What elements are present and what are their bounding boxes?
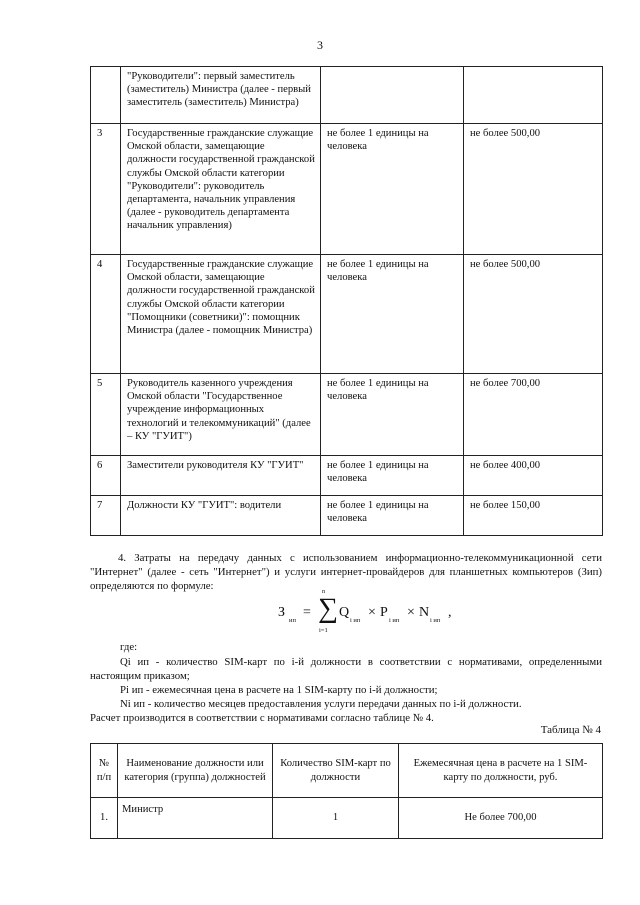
norm-cell: не более 1 единицы на человека (321, 255, 464, 374)
count-cell: 1 (273, 798, 399, 839)
position-cell: Руководитель казенного учреждения Омской области "Государственное учреждение информационных технологий и телекоммуникаций" (далее – КУ "ГУИТ") (121, 374, 321, 456)
formula-p-sub: i ип (389, 617, 400, 624)
formula-lhs-sub: ип (289, 617, 296, 624)
times-sign: × (407, 605, 415, 620)
formula-q: Q (339, 605, 350, 620)
row-number: 5 (91, 374, 121, 456)
formula-n-sub: i ип (430, 617, 441, 624)
header-number: № п/п (91, 744, 118, 798)
formula-equals: = (303, 605, 311, 620)
table-row (91, 374, 603, 456)
price-cell: не более 400,00 (464, 456, 603, 496)
header-price: Ежемесячная цена в расчете на 1 SIM-карту по должности, руб. (399, 744, 603, 798)
row-number (91, 67, 121, 124)
position-cell: Государственные гражданские служащие Омской области, замещающие должности государственной гражданской службы Омской области категории "Помощники (советники)": помощник Министра (далее - помощник Министра) (121, 255, 321, 374)
price-cell: не более 500,00 (464, 124, 603, 255)
norms-table (90, 66, 603, 536)
formula-p: P (380, 605, 388, 620)
calculation-note: Расчет производится в соответствии с нормативами согласно таблице № 4. (90, 712, 434, 724)
sum-upper-limit: n (322, 588, 326, 595)
row-number: 7 (91, 496, 121, 536)
formula-q-sub: i ип (350, 617, 361, 624)
section-4-paragraph: 4. Затраты на передачу данных с использованием информационно-телекоммуникационной сети "Интернет" (далее - сеть "Интернет") и услуги интернет-провайдеров для планшетных компьютеров (Зип) определяются по формуле: (90, 552, 602, 592)
table-row (91, 124, 603, 255)
table-header-row (91, 744, 603, 798)
norm-cell: не более 1 единицы на человека (321, 124, 464, 255)
table-row (91, 496, 603, 536)
price-cell: не более 500,00 (464, 255, 603, 374)
table-row (91, 798, 603, 839)
table-caption: Таблица № 4 (540, 724, 601, 736)
norm-cell: не более 1 единицы на человека (321, 456, 464, 496)
table-row (91, 255, 603, 374)
formula-n: N (419, 605, 430, 620)
sum-lower-limit: i=1 (319, 627, 328, 634)
price-cell: не более 700,00 (464, 374, 603, 456)
definition-n: Ni ип - количество месяцев предоставления услуги передачи данных по i-й должности. (120, 698, 522, 710)
price-cell: не более 150,00 (464, 496, 603, 536)
definition-p: Pi ип - ежемесячная цена в расчете на 1 SIM-карту по i-й должности; (120, 684, 438, 696)
position-cell: Государственные гражданские служащие Омской области, замещающие должности государственной гражданской службы Омской области категории "Руководители": руководитель департамента, начальник управления (далее - руководитель департамента начальник управления) (121, 124, 321, 255)
row-number: 3 (91, 124, 121, 255)
table-row (91, 456, 603, 496)
position-cell: Заместители руководителя КУ "ГУИТ" (121, 456, 321, 496)
sim-card-table (90, 743, 603, 839)
norm-cell (321, 67, 464, 124)
definition-q: Qi ип - количество SIM-карт по i-й должности в соответствии с нормативами, определенными настоящим приказом; (90, 656, 602, 682)
row-number: 1. (91, 798, 118, 839)
position-cell: Министр (118, 798, 273, 839)
price-cell: Не более 700,00 (399, 798, 603, 839)
where-label: где: (120, 641, 138, 653)
price-cell (464, 67, 603, 124)
row-number: 4 (91, 255, 121, 374)
table-row (91, 67, 603, 124)
position-cell: "Руководители": первый заместитель (заместитель) Министра (далее - первый заместитель (заместитель) Министра) (121, 67, 321, 124)
times-sign: × (368, 605, 376, 620)
formula-lhs: З (278, 605, 286, 620)
position-cell: Должности КУ "ГУИТ": водители (121, 496, 321, 536)
sum-sign-icon: ∑ (318, 593, 338, 624)
formula-comma: , (448, 605, 452, 620)
header-position: Наименование должности или категория (группа) должностей (118, 744, 273, 798)
header-count: Количество SIM-карт по должности (273, 744, 399, 798)
row-number: 6 (91, 456, 121, 496)
norm-cell: не более 1 единицы на человека (321, 374, 464, 456)
cost-formula (278, 589, 458, 637)
norm-cell: не более 1 единицы на человека (321, 496, 464, 536)
page-number: 3 (317, 38, 323, 52)
